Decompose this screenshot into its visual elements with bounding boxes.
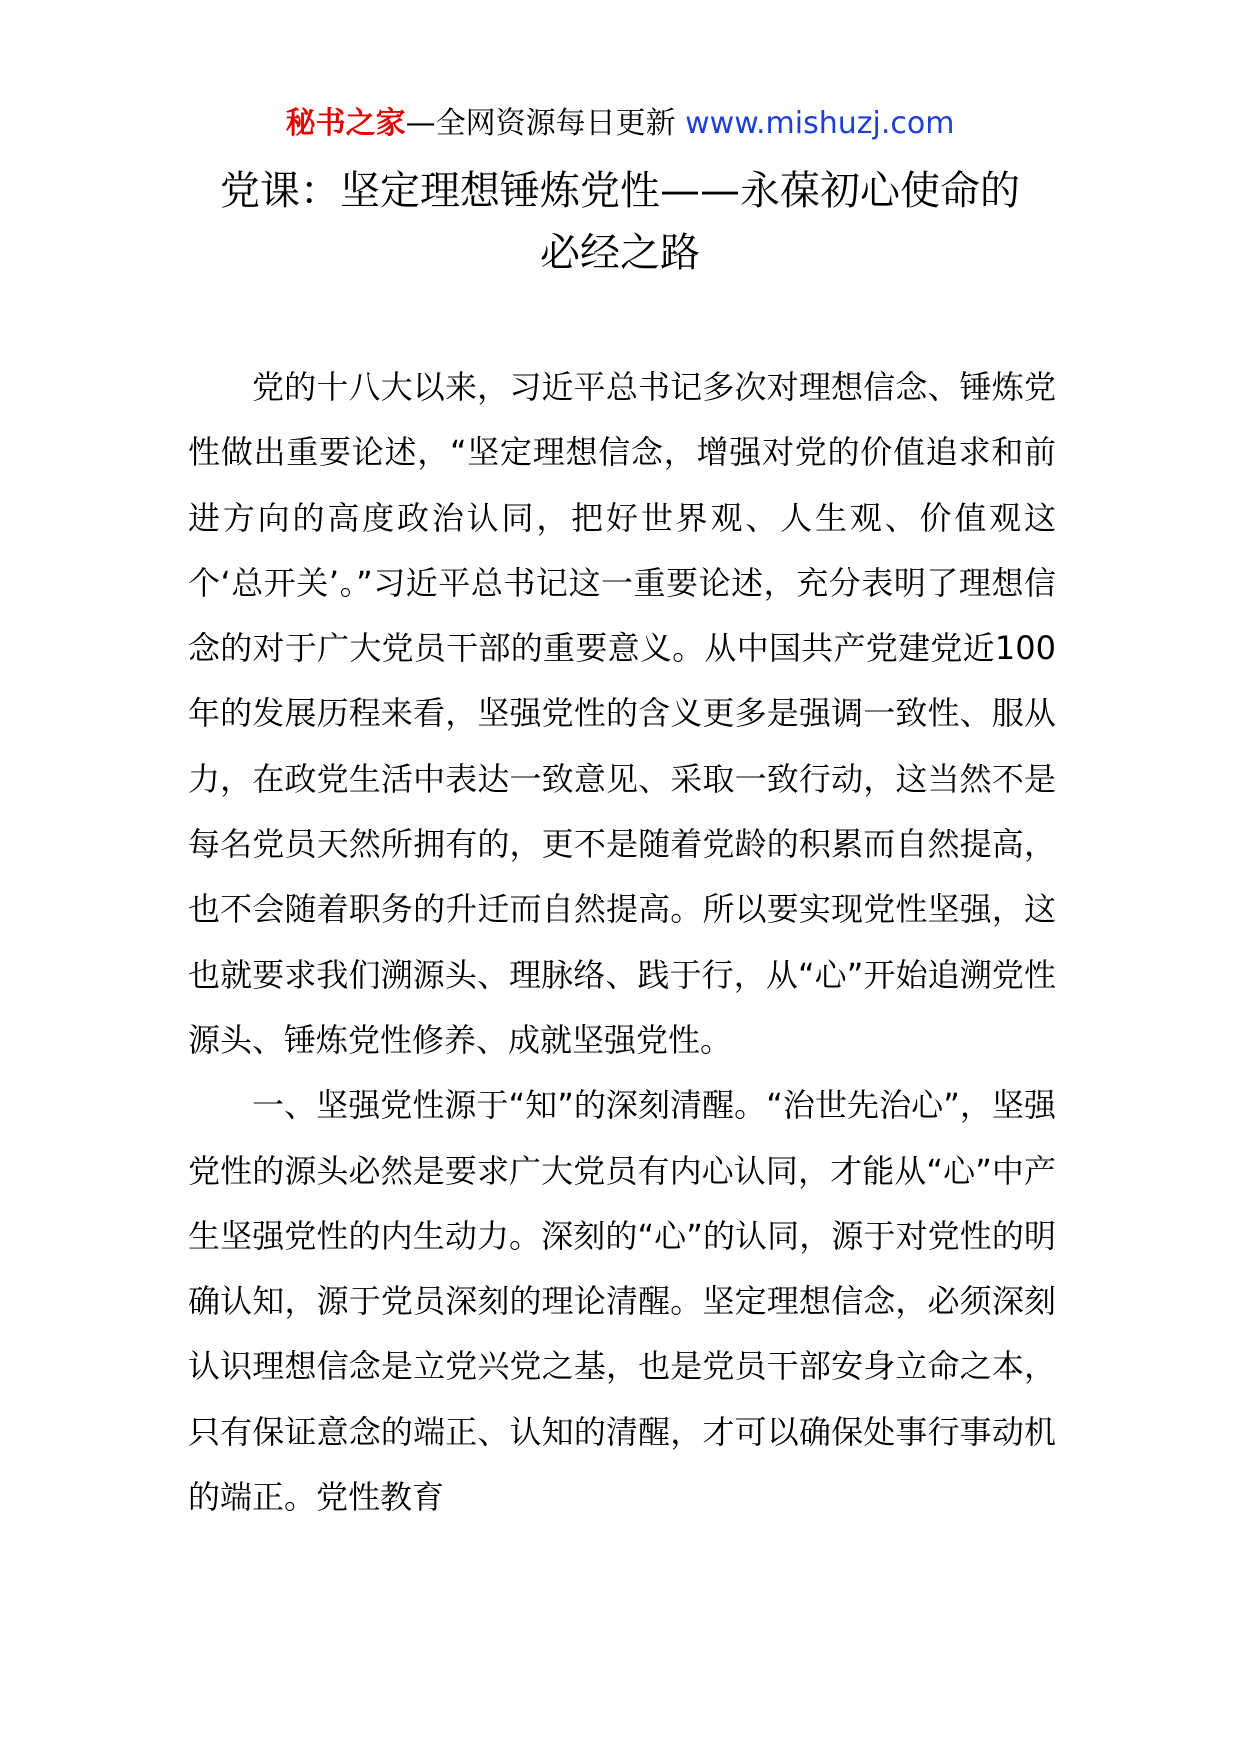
document-body xyxy=(188,355,1056,1530)
paragraph-intro: 党的十八大以来，习近平总书记多次对理想信念、锤炼党性做出重要论述，“坚定理想信念，增强对党的价值追求和前进方向的高度政治认同，把好世界观、人生观、价值观这个‘总开关’。”习近平总书记这一重要论述，充分表明了理想信念的对于广大党员干部的重要意义。从中国共产党建党近100年的发展历程来看，坚强党性的含义更多是强调一致性、服从力，在政党生活中表达一致意见、采取一致行动，这当然不是每名党员天然所拥有的，更不是随着党龄的积累而自然提高，也不会随着职务的升迁而自然提高。所以要实现党性坚强，这也就要求我们溯源头、理脉络、践于行，从“心”开始追溯党性源头、锤炼党性修养、成就坚强党性。 xyxy=(188,368,1056,1059)
site-header xyxy=(0,100,1240,148)
site-brand: 秘书之家 xyxy=(285,106,406,141)
document-title xyxy=(150,160,1090,284)
document-title-line-2: 必经之路 xyxy=(540,230,700,276)
site-url-link[interactable]: www.mishuzj.com xyxy=(685,106,955,141)
site-tagline: —全网资源每日更新 xyxy=(405,106,676,141)
document-title-line-1: 党课：坚定理想锤炼党性——永葆初心使命的 xyxy=(220,168,1020,214)
paragraph-section-one: 一、坚强党性源于“知”的深刻清醒。“治世先治心”，坚强党性的源头必然是要求广大党员有内心认同，才能从“心”中产生坚强党性的内生动力。深刻的“心”的认同，源于对党性的明确认知，源于党员深刻的理论清醒。坚定理想信念，必须深刻认识理想信念是立党兴党之基，也是党员干部安身立命之本，只有保证意念的端正、认知的清醒，才可以确保处事行事动机的端正。党性教育 xyxy=(188,1086,1056,1517)
